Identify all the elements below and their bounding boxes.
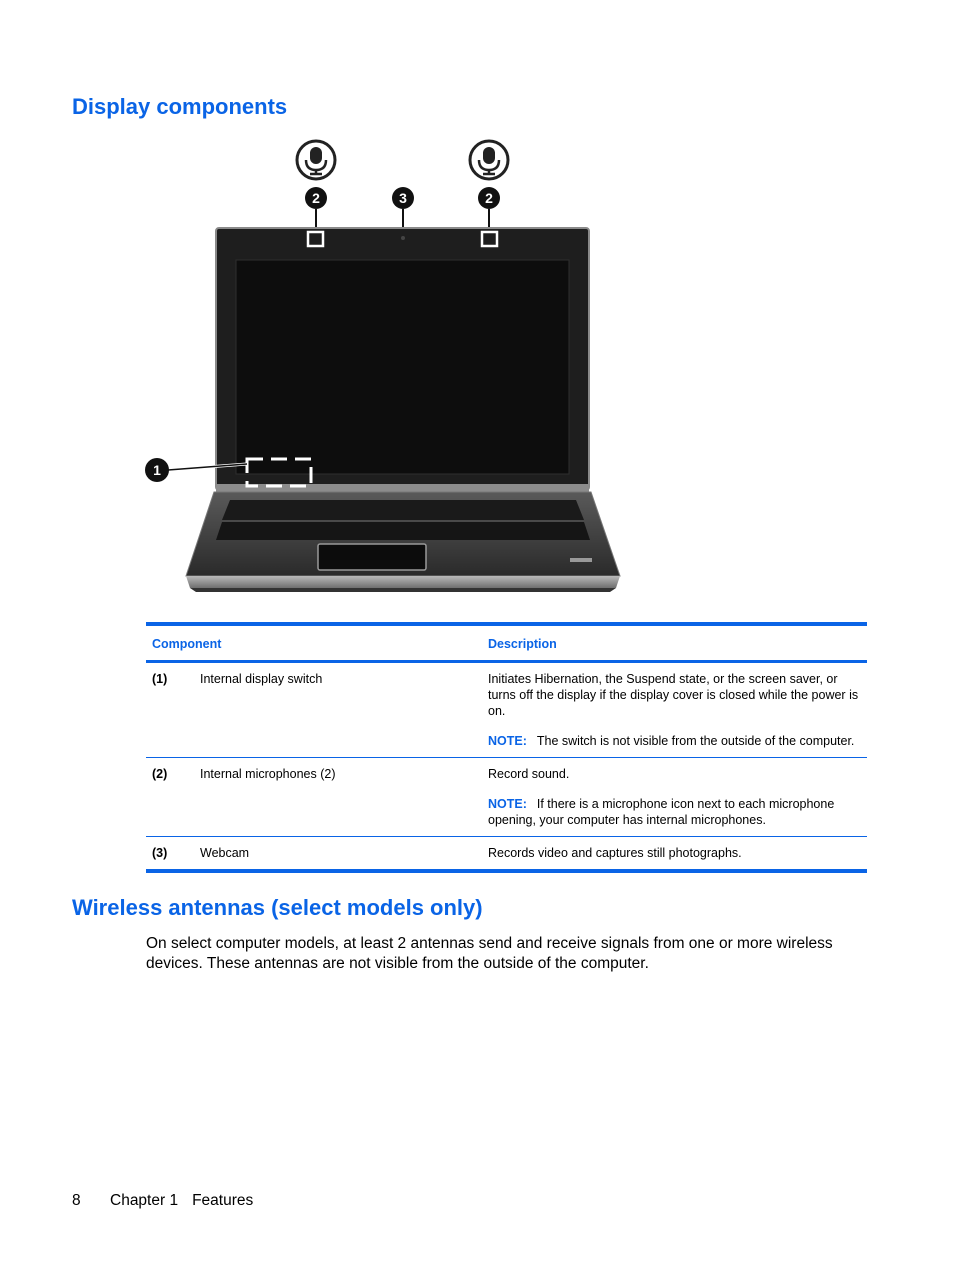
row-description <box>482 758 867 837</box>
svg-text:2: 2 <box>485 190 493 206</box>
page-footer <box>72 1192 253 1210</box>
row-number: (1) <box>146 662 194 758</box>
note-text: If there is a microphone icon next to each microphone opening, your computer has internal microphones. <box>488 797 835 827</box>
row-component-name: Internal display switch <box>194 662 482 758</box>
column-header-description: Description <box>482 624 867 662</box>
table-row <box>146 662 867 758</box>
note <box>488 733 861 749</box>
row-description <box>482 837 867 872</box>
description-text: Records video and captures still photographs. <box>488 846 742 860</box>
column-header-component: Component <box>146 624 482 662</box>
note-label: NOTE: <box>488 734 527 748</box>
svg-text:2: 2 <box>312 190 320 206</box>
section-heading-display: Display components <box>72 94 288 119</box>
microphone-icon <box>297 141 335 179</box>
row-number: (2) <box>146 758 194 837</box>
callout-2-right <box>478 187 500 232</box>
components-table <box>146 622 867 873</box>
description-text: Initiates Hibernation, the Suspend state, or the screen saver, or turns off the display if the display cover is closed while the power is on. <box>488 672 859 718</box>
laptop-lid <box>216 228 589 490</box>
svg-text:1: 1 <box>153 462 161 478</box>
row-component-name: Internal microphones (2) <box>194 758 482 837</box>
chapter-label: Chapter 1 <box>110 1192 179 1209</box>
wireless-paragraph: On select computer models, at least 2 antennas send and receive signals from one or more wireless devices. These antennas are not visible from the outside of the computer. <box>146 935 833 972</box>
svg-text:3: 3 <box>399 190 407 206</box>
row-description <box>482 662 867 758</box>
table-row <box>146 837 867 872</box>
page-number: 8 <box>72 1192 81 1209</box>
note-label: NOTE: <box>488 797 527 811</box>
note <box>488 796 861 828</box>
microphone-icon <box>470 141 508 179</box>
chapter-title: Features <box>192 1192 254 1209</box>
row-component-name: Webcam <box>194 837 482 872</box>
callout-2-left <box>305 187 327 232</box>
laptop-base <box>186 492 620 592</box>
description-text: Record sound. <box>488 767 570 781</box>
row-number: (3) <box>146 837 194 872</box>
note-text: The switch is not visible from the outside of the computer. <box>536 734 855 748</box>
table-row <box>146 758 867 837</box>
laptop-figure <box>140 136 630 598</box>
section-heading-wireless: Wireless antennas (select models only) <box>72 895 483 920</box>
